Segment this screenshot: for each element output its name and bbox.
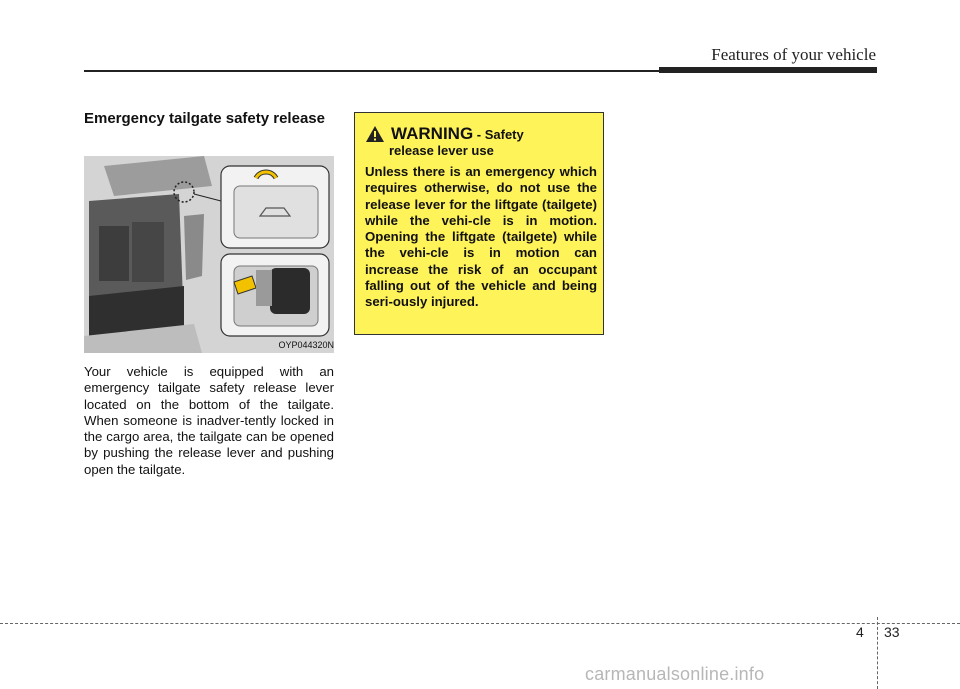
section-heading: Emergency tailgate safety release — [84, 110, 325, 127]
warning-title — [391, 125, 596, 144]
page-number: 33 — [884, 624, 900, 640]
watermark: carmanualsonline.info — [585, 664, 765, 684]
tailgate-illustration-svg — [84, 156, 334, 353]
warning-subtitle: release lever use — [389, 143, 494, 158]
warning-text: Unless there is an emergency which requires otherwise, do not use the release lever for the liftgate (tailgete) while the vehi-cle is in motion. Opening the liftgate (tailgete) while the vehi-cle is in motion can increase the risk of an occupant falling out of the vehicle and being seri-ously injured. — [365, 164, 597, 310]
footer-divider — [877, 617, 878, 689]
warning-label: WARNING — [391, 124, 474, 143]
running-header: Features of your vehicle — [711, 45, 876, 64]
warning-title-suffix: - Safety — [473, 127, 524, 142]
footer-rule — [0, 623, 960, 624]
warning-box — [354, 112, 604, 335]
tailgate-release-illustration — [84, 156, 334, 353]
body-paragraph: Your vehicle is equipped with an emergency tailgate safety release lever located on the bottom of the tailgate. When someone is inadver-tently locked in the cargo area, the tailgate can be opened by pushing the release lever and pushing open the tailgate. — [84, 364, 334, 477]
header-rule — [84, 70, 659, 72]
warning-triangle-icon — [365, 125, 385, 143]
header-rule-accent — [659, 67, 877, 73]
figure-caption: OYP044320N — [278, 340, 334, 350]
chapter-number: 4 — [856, 624, 864, 640]
